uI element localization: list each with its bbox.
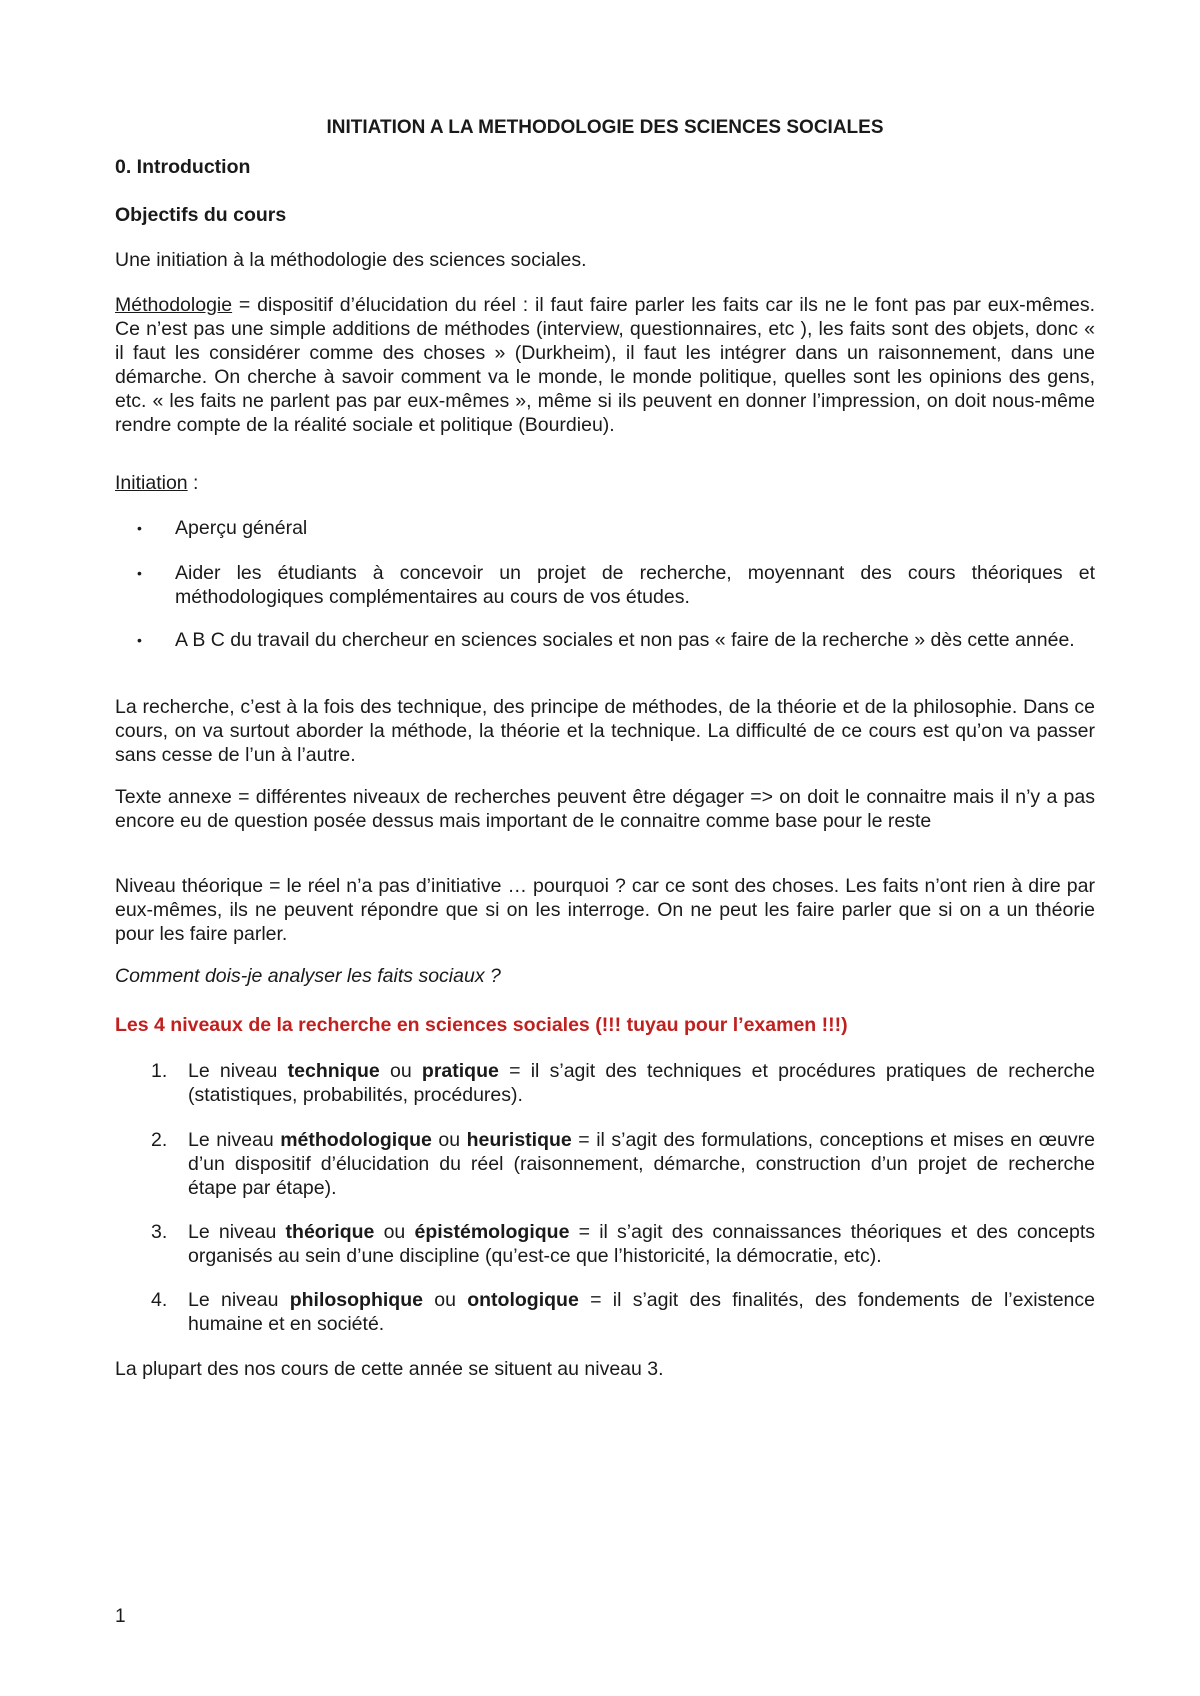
texte-annexe-paragraph: Texte annexe = différentes niveaux de recherches peuvent être dégager => on doit le connaitre mais il n’y a pas encore eu de question posée dessus mais important de le connaitre comme base pour le reste (115, 786, 1095, 832)
initiation-label: Initiation : (115, 472, 199, 494)
document-title: INITIATION A LA METHODOLOGIE DES SCIENCES SOCIALES (326, 117, 884, 138)
methodologie-text: = dispositif d’élucidation du réel : il faut faire parler les faits car ils ne le font pas par eux-mêmes. Ce n’est pas une simple additions de méthodes (interview, questionnaires, etc ), les faits sont des objets, donc « il faut les considérer comme des choses » (Durkheim), il faut les intégrer dans un raisonnement, dans une démarche. On cherche à savoir comment va le monde, le monde politique, quelles sont les opinions des gens, etc. « les faits ne parlent pas par eux-mêmes », même si ils peuvent en donner l’impression, on doit nous-même rendre compte de la réalité sociale et politique (Bourdieu). (115, 294, 1095, 436)
intro-line: Une initiation à la méthodologie des sciences sociales. (115, 249, 587, 271)
bullet-icon: • (137, 565, 142, 581)
section-heading: 0. Introduction (115, 156, 251, 178)
objectifs-heading: Objectifs du cours (115, 204, 287, 226)
closing-line: La plupart des nos cours de cette année se situent au niveau 3. (115, 1358, 664, 1380)
methodologie-paragraph (115, 293, 1095, 437)
niveau-theorique-paragraph: Niveau théorique = le réel n’a pas d’initiative … pourquoi ? car ce sont des choses. Les faits n’ont rien à dire par eux-mêmes, ils ne peuvent répondre que si on les interroge. On ne peut les faire parler que si on a un théorie pour les faire parler. (115, 875, 1095, 945)
question-line: Comment dois-je analyser les faits sociaux ? (115, 965, 501, 987)
bullet-icon: • (137, 520, 142, 536)
red-heading: Les 4 niveaux de la recherche en sciences sociales (!!! tuyau pour l’examen !!!) (115, 1014, 848, 1036)
page-number: 1 (115, 1606, 126, 1627)
bullet-icon: • (137, 632, 142, 648)
initiation-term: Initiation (115, 472, 188, 494)
recherche-paragraph: La recherche, c’est à la fois des technique, des principe de méthodes, de la théorie et de la philosophie. Dans ce cours, on va surtout aborder la méthode, la théorie et la technique. La difficulté de ce cours est qu’on va passer sans cesse de l’un à l’autre. (115, 696, 1095, 766)
methodologie-term: Méthodologie (115, 294, 233, 316)
